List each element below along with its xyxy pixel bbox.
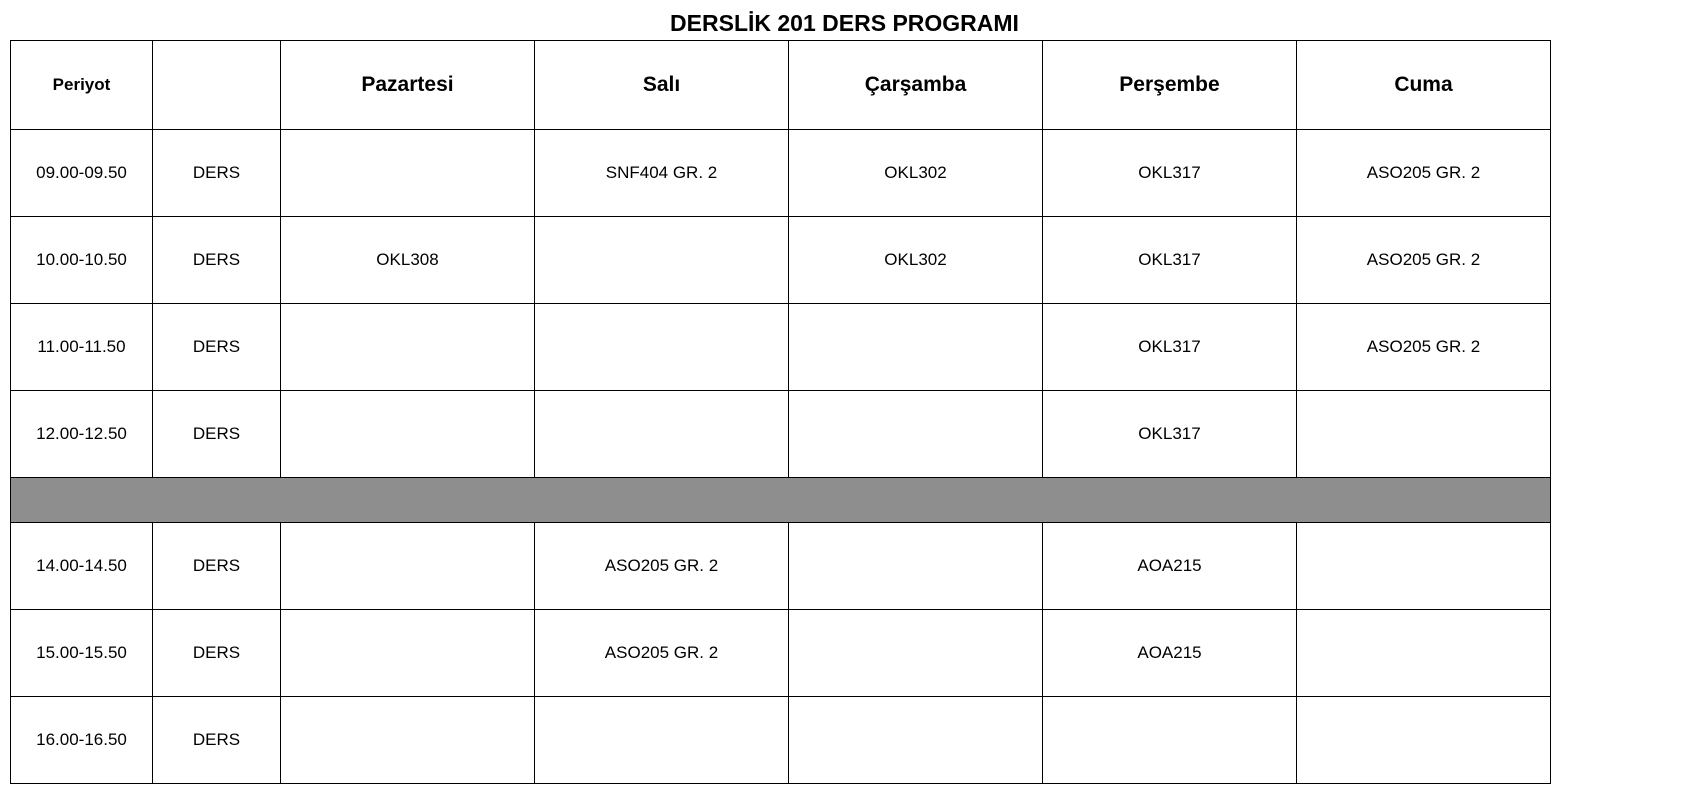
lunch-break-cell: [11, 478, 1551, 523]
course-cell: [1297, 610, 1551, 697]
course-cell: OKL302: [789, 217, 1043, 304]
course-cell: [281, 304, 535, 391]
table-row: [11, 217, 1551, 304]
type-cell: DERS: [153, 391, 281, 478]
course-cell: [535, 217, 789, 304]
header-day-monday: Pazartesi: [281, 41, 535, 130]
header-day-friday: Cuma: [1297, 41, 1551, 130]
course-cell: [281, 391, 535, 478]
course-cell: [281, 130, 535, 217]
header-period: Periyot: [11, 41, 153, 130]
course-cell: ASO205 GR. 2: [535, 610, 789, 697]
header-day-wednesday: Çarşamba: [789, 41, 1043, 130]
period-cell: 10.00-10.50: [11, 217, 153, 304]
type-cell: DERS: [153, 217, 281, 304]
course-cell: OKL317: [1043, 130, 1297, 217]
table-row: [11, 610, 1551, 697]
header-day-tuesday: Salı: [535, 41, 789, 130]
course-cell: ASO205 GR. 2: [1297, 217, 1551, 304]
type-cell: DERS: [153, 130, 281, 217]
period-cell: 09.00-09.50: [11, 130, 153, 217]
table-row: [11, 130, 1551, 217]
course-cell: OKL317: [1043, 217, 1297, 304]
course-cell: [789, 391, 1043, 478]
course-cell: [281, 610, 535, 697]
course-cell: [1043, 697, 1297, 784]
table-row: [11, 391, 1551, 478]
schedule-table: [10, 40, 1551, 784]
period-cell: 15.00-15.50: [11, 610, 153, 697]
course-cell: [281, 697, 535, 784]
page-title: DERSLİK 201 DERS PROGRAMI: [670, 10, 1019, 36]
course-cell: [789, 304, 1043, 391]
period-cell: 12.00-12.50: [11, 391, 153, 478]
course-cell: OKL317: [1043, 391, 1297, 478]
course-cell: [1297, 697, 1551, 784]
course-cell: ASO205 GR. 2: [1297, 304, 1551, 391]
course-cell: AOA215: [1043, 523, 1297, 610]
table-row: [11, 523, 1551, 610]
course-cell: [1297, 523, 1551, 610]
course-cell: [1297, 391, 1551, 478]
period-cell: 14.00-14.50: [11, 523, 153, 610]
header-day-thursday: Perşembe: [1043, 41, 1297, 130]
type-cell: DERS: [153, 523, 281, 610]
type-cell: DERS: [153, 697, 281, 784]
type-cell: DERS: [153, 304, 281, 391]
course-cell: ASO205 GR. 2: [535, 523, 789, 610]
table-row: [11, 304, 1551, 391]
course-cell: [789, 523, 1043, 610]
course-cell: OKL302: [789, 130, 1043, 217]
course-cell: [535, 304, 789, 391]
course-cell: ASO205 GR. 2: [1297, 130, 1551, 217]
course-cell: [281, 523, 535, 610]
header-row: [11, 41, 1551, 130]
header-type: [153, 41, 281, 130]
type-cell: DERS: [153, 610, 281, 697]
table-row: [11, 697, 1551, 784]
course-cell: [789, 610, 1043, 697]
course-cell: [789, 697, 1043, 784]
course-cell: AOA215: [1043, 610, 1297, 697]
period-cell: 11.00-11.50: [11, 304, 153, 391]
course-cell: [535, 697, 789, 784]
course-cell: OKL308: [281, 217, 535, 304]
course-cell: [535, 391, 789, 478]
course-cell: OKL317: [1043, 304, 1297, 391]
course-cell: SNF404 GR. 2: [535, 130, 789, 217]
lunch-break-row: [11, 478, 1551, 523]
period-cell: 16.00-16.50: [11, 697, 153, 784]
